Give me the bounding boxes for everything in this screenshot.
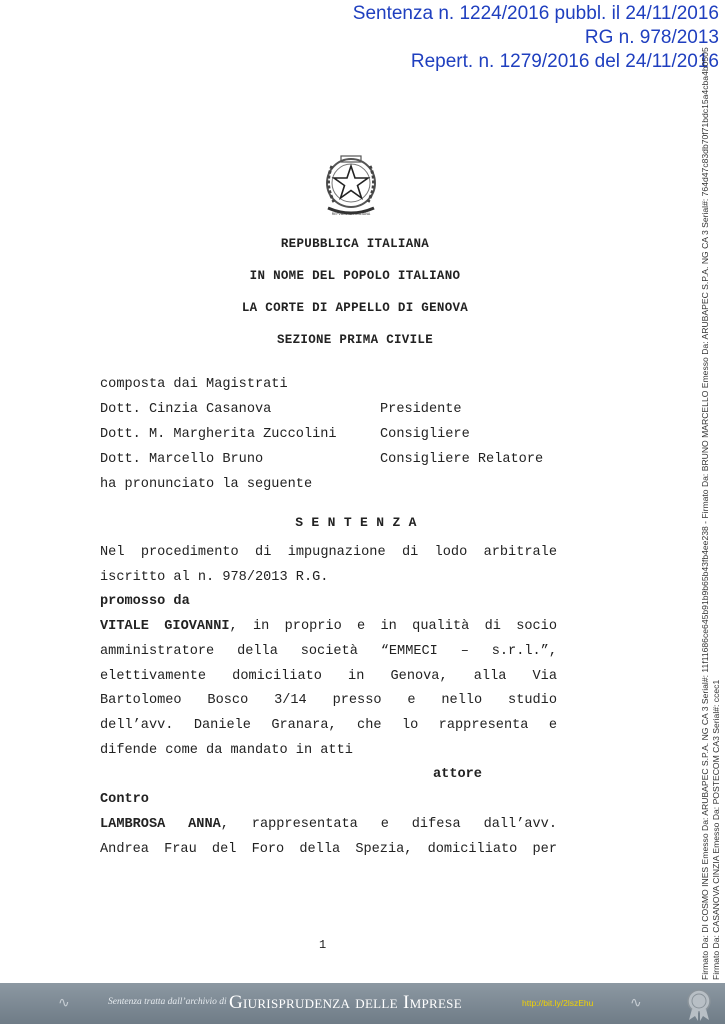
ornament-left-icon: ∿ bbox=[58, 996, 70, 1012]
procedure-line-1: Nel procedimento di impugnazione di lodo arbitrale bbox=[100, 545, 557, 560]
footer-brand: Giurisprudenza delle Imprese bbox=[229, 992, 462, 1013]
party1-name: VITALE GIOVANNI bbox=[100, 619, 230, 634]
heading-republic: REPUBBLICA ITALIANA bbox=[280, 237, 430, 251]
party1-line-6: difende come da mandato in atti bbox=[100, 743, 353, 758]
footer-subtitle: Sentenza tratta dall’archivio di bbox=[108, 997, 227, 1007]
party2-line-2: Andrea Frau del Foro della Spezia, domiciliato per bbox=[100, 842, 557, 857]
party2-name: LAMBROSA ANNA bbox=[100, 817, 221, 832]
heading-people: IN NOME DEL POPOLO ITALIANO bbox=[249, 269, 461, 283]
header-repert-line: Repert. n. 1279/2016 del 24/11/2016 bbox=[410, 51, 719, 72]
party2-line-1 bbox=[100, 817, 557, 832]
sentenza-title: S E N T E N Z A bbox=[295, 515, 417, 530]
promosso-da-label: promosso da bbox=[100, 594, 190, 609]
judge-role: Presidente bbox=[380, 402, 462, 417]
party1-line-1 bbox=[100, 619, 557, 634]
footer-banner bbox=[0, 983, 725, 1024]
party2-line-1-rest: , rappresentata e difesa dall’avv. bbox=[220, 817, 557, 832]
heading-court: LA CORTE DI APPELLO DI GENOVA bbox=[241, 301, 469, 315]
procedure-line-2: iscritto al n. 978/2013 R.G. bbox=[100, 570, 329, 585]
party1-line-3: elettivamente domiciliato in Genova, alla Via bbox=[100, 669, 557, 684]
party1-role: attore bbox=[433, 767, 482, 782]
judge-name: Dott. Marcello Bruno bbox=[100, 452, 264, 467]
seal-badge-icon bbox=[683, 987, 715, 1021]
italian-republic-emblem-icon bbox=[320, 152, 382, 220]
header-sentenza-line: Sentenza n. 1224/2016 pubbl. il 24/11/2016 bbox=[352, 3, 719, 24]
svg-text:REPVBBLICA ITALIANA: REPVBBLICA ITALIANA bbox=[331, 212, 371, 216]
composition-intro: composta dai Magistrati bbox=[100, 377, 288, 392]
judge-role: Consigliere Relatore bbox=[380, 452, 544, 467]
composition-outro: ha pronunciato la seguente bbox=[100, 477, 313, 492]
page-number: 1 bbox=[319, 938, 327, 952]
header-rg-line: RG n. 978/2013 bbox=[584, 27, 719, 48]
judge-name: Dott. M. Margherita Zuccolini bbox=[100, 427, 337, 442]
party1-line-5: dell’avv. Daniele Granara, che lo rappresenta e bbox=[100, 718, 557, 733]
judge-name: Dott. Cinzia Casanova bbox=[100, 402, 272, 417]
publication-header bbox=[353, 2, 719, 74]
signature-text-2: Firmato Da: CASANOVA CINZIA Emesso Da: POSTECOM CA3 Serial#: ccec1 bbox=[711, 679, 721, 980]
heading-section: SEZIONE PRIMA CIVILE bbox=[276, 333, 434, 347]
footer-link[interactable]: http://bit.ly/2lszEhu bbox=[522, 998, 594, 1008]
party1-line-1-rest: , in proprio e in qualità di socio bbox=[229, 619, 557, 634]
contro-label: Contro bbox=[100, 792, 149, 807]
judge-role: Consigliere bbox=[380, 427, 470, 442]
ornament-right-icon: ∿ bbox=[630, 996, 642, 1012]
party1-line-2: amministratore della società “EMMECI – s.r.l.”, bbox=[100, 644, 557, 659]
signature-text-1: Firmato Da: DI COSMO INES Emesso Da: ARUBAPEC S.P.A. NG CA 3 Serial#: 11f11686ce645b91b9b65b43fb4ee238 - Firmato Da: BRUNO MARCELLO Emesso Da: ARUBAPEC S.P.A. NG CA 3 Serial#: 764d47c83db70f71bdc15a4cba4b0505 bbox=[700, 47, 710, 980]
party1-line-4: Bartolomeo Bosco 3/14 presso e nello studio bbox=[100, 693, 557, 708]
